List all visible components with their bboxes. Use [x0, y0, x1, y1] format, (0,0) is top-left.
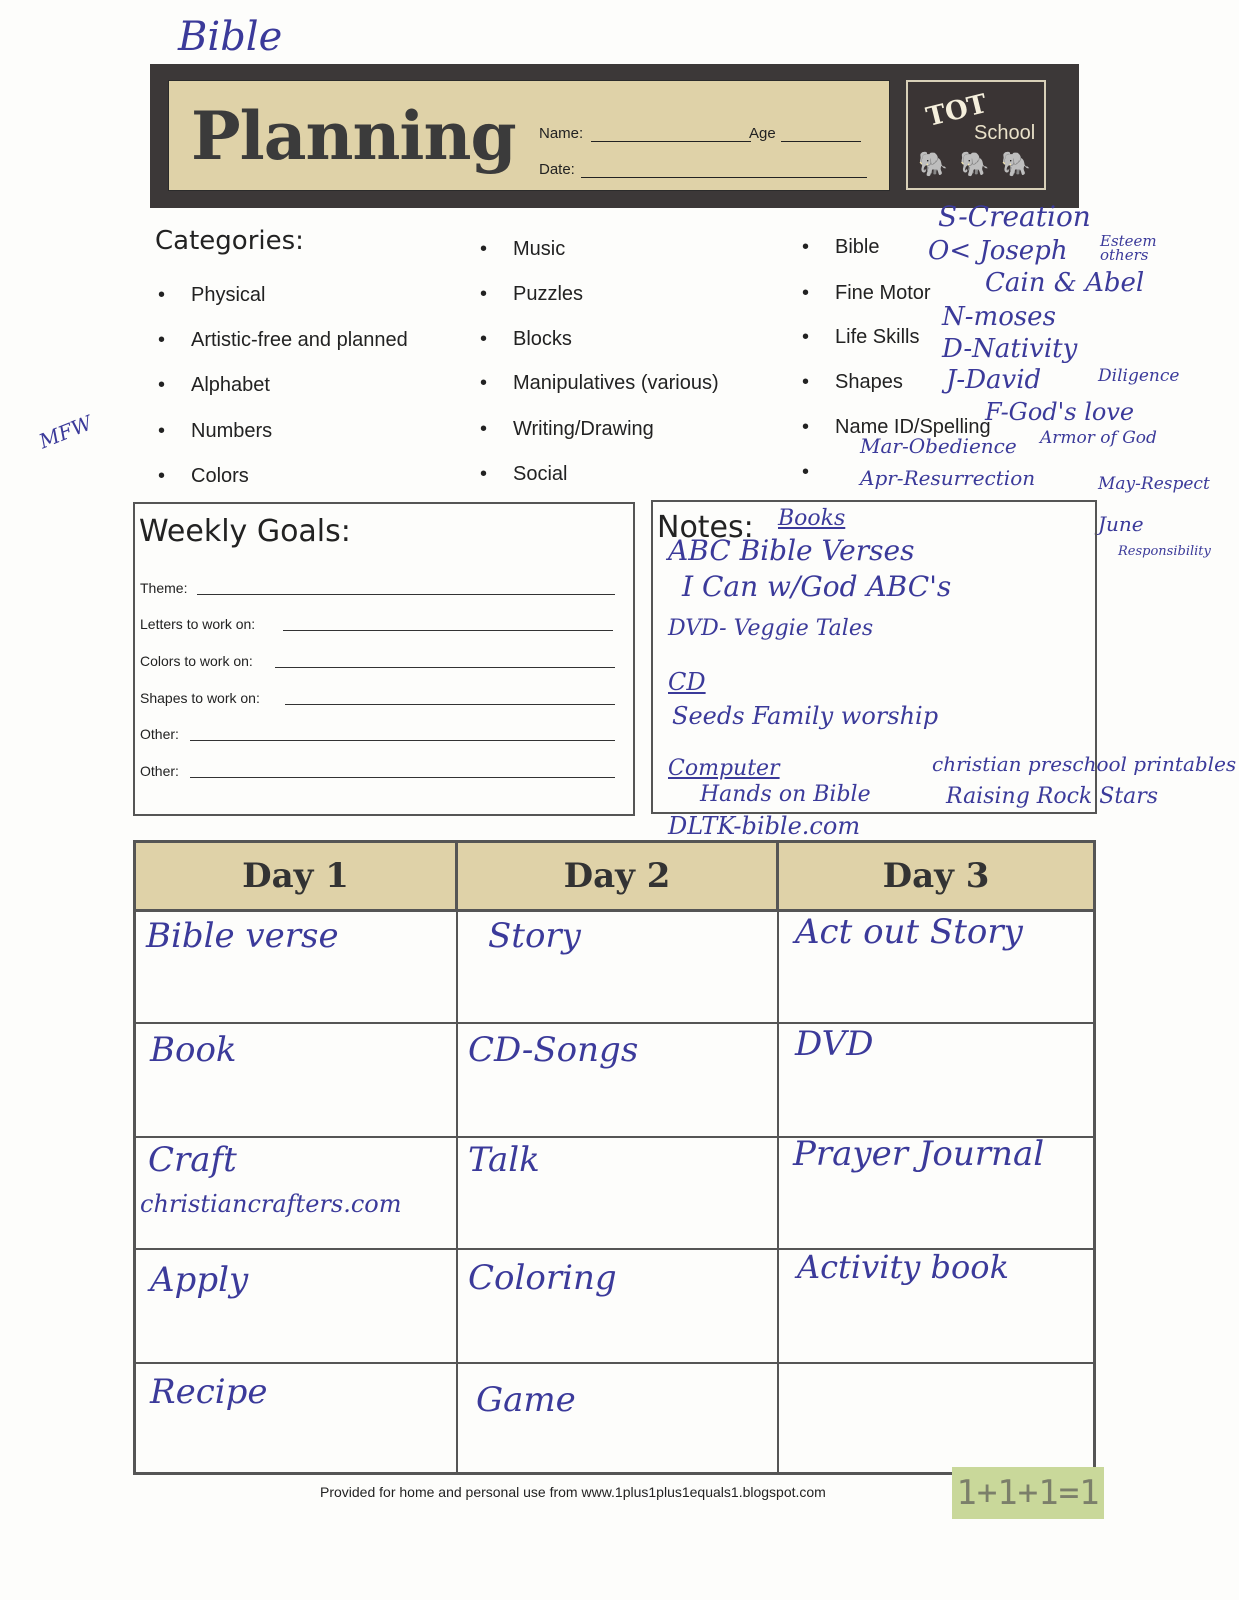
logo-school-text: School [974, 122, 1036, 144]
day2-entry[interactable]: Story [488, 916, 581, 956]
category-item: • Name ID/Spelling [835, 416, 991, 439]
notes-line: Seeds Family worship [672, 702, 939, 730]
other-label: Other: [140, 726, 179, 742]
shapes-label: Shapes to work on: [140, 690, 260, 706]
monthly-note: Responsibility [1118, 544, 1211, 559]
notes-books-heading: Books [778, 506, 846, 531]
category-item: • Puzzles [513, 283, 583, 306]
age-label: Age [749, 125, 776, 142]
monthly-note: J-David [946, 365, 1042, 395]
category-item: • Colors [191, 465, 249, 488]
other-line[interactable] [190, 777, 615, 778]
date-label: Date: [539, 161, 575, 178]
theme-line[interactable] [197, 594, 615, 595]
category-item: • Social [513, 463, 567, 486]
page-title: Planning [191, 97, 516, 175]
handwritten-title-note: Bible [178, 14, 283, 60]
day3-entry[interactable]: Prayer Journal [793, 1134, 1045, 1174]
notes-cd-heading: CD [668, 668, 706, 696]
name-line[interactable] [591, 141, 751, 142]
monthly-note: Diligence [1098, 366, 1180, 386]
notes-line: christian preschool printables [932, 752, 1237, 776]
tot-school-logo [906, 80, 1046, 190]
monthly-note: June [1098, 512, 1144, 536]
colors-label: Colors to work on: [140, 653, 253, 669]
day-header: Day 2 [458, 843, 779, 909]
category-item: • Artistic-free and planned [191, 329, 408, 352]
theme-label: Theme: [140, 580, 188, 596]
monthly-note: Cain & Abel [985, 268, 1145, 298]
day2-entry[interactable]: Coloring [468, 1258, 617, 1298]
category-item: • Fine Motor [835, 282, 931, 305]
monthly-note: Mar-Obedience [860, 434, 1017, 458]
monthly-note: Esteem others [1100, 232, 1157, 264]
margin-note-mfw: MFW [35, 410, 96, 454]
colors-line[interactable] [275, 667, 615, 668]
monthly-note: D-Nativity [942, 334, 1078, 364]
day2-entry[interactable]: CD-Songs [468, 1030, 639, 1070]
day2-entry[interactable]: Game [476, 1380, 576, 1420]
day-header: Day 1 [136, 843, 458, 909]
category-item: • Bible [835, 236, 879, 259]
header-panel [168, 80, 890, 191]
logo-tot-text: TOT [923, 89, 991, 133]
day1-entry[interactable]: Apply [150, 1260, 249, 1300]
day3-entry[interactable]: Act out Story [795, 912, 1023, 952]
day3-entry[interactable]: DVD [795, 1024, 874, 1064]
name-label: Name: [539, 125, 584, 142]
category-item: • Shapes [835, 371, 903, 394]
notes-line: Raising Rock Stars [946, 784, 1159, 809]
day1-entry[interactable]: Bible verse [146, 916, 339, 956]
day1-entry[interactable]: Craft [148, 1140, 237, 1180]
day-header: Day 3 [779, 843, 1093, 909]
category-item: • Manipulatives (various) [513, 372, 719, 395]
row-divider [136, 1362, 1093, 1364]
row-divider [136, 1022, 1093, 1024]
monthly-note: O< Joseph [928, 236, 1068, 266]
notes-computer-heading: Computer [668, 756, 780, 781]
notes-line: DLTK-bible.com [668, 812, 861, 840]
notes-title: Notes: [657, 510, 754, 545]
weekly-goals-title: Weekly Goals: [139, 514, 351, 549]
footer-credit: Provided for home and personal use from www.1plus1plus1equals1.blogspot.com [320, 1484, 826, 1500]
shapes-line[interactable] [285, 704, 615, 705]
category-item: • Music [513, 238, 565, 261]
date-line[interactable] [581, 177, 867, 178]
notes-line: Hands on Bible [700, 782, 871, 807]
elephant-icon: 🐘 🐘 🐘 [918, 150, 1033, 178]
category-item: • Life Skills [835, 326, 919, 349]
other-line[interactable] [190, 740, 615, 741]
letters-line[interactable] [283, 630, 613, 631]
monthly-note: F-God's love [985, 398, 1135, 426]
column-divider [456, 843, 458, 1472]
column-divider [777, 843, 779, 1472]
notes-line: ABC Bible Verses [668, 534, 915, 567]
header-banner [150, 64, 1079, 208]
day1-entry[interactable]: Recipe [150, 1372, 268, 1412]
day3-entry[interactable]: Activity book [797, 1248, 1009, 1286]
monthly-note: Apr-Resurrection [860, 466, 1036, 490]
day1-entry[interactable]: Book [150, 1030, 237, 1070]
monthly-note: Armor of God [1040, 428, 1157, 448]
notes-line: I Can w/God ABC's [682, 570, 952, 603]
category-item: • Alphabet [191, 374, 270, 397]
category-item: • Writing/Drawing [513, 418, 654, 441]
category-item: • Blocks [513, 328, 572, 351]
day2-entry[interactable]: Talk [468, 1140, 540, 1180]
monthly-note: May-Respect [1098, 474, 1210, 494]
age-line[interactable] [781, 141, 861, 142]
letters-label: Letters to work on: [140, 616, 256, 632]
category-item: • Physical [191, 284, 265, 307]
monthly-note: S-Creation [938, 200, 1091, 233]
day1-entry[interactable]: christiancrafters.com [140, 1190, 402, 1218]
notes-line: DVD- Veggie Tales [668, 616, 874, 641]
categories-title: Categories: [155, 226, 304, 256]
other-label: Other: [140, 763, 179, 779]
monthly-note: N-moses [942, 302, 1056, 332]
weekly-goals-box [133, 502, 635, 816]
footer-logo: 1+1+1=1 [952, 1467, 1104, 1519]
category-item: • Numbers [191, 420, 272, 443]
